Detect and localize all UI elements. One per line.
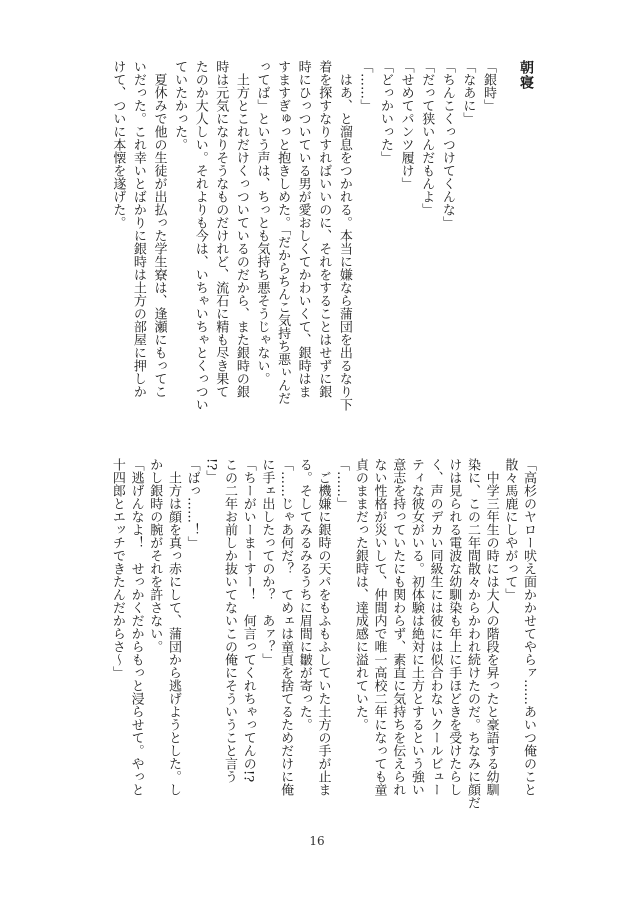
text-column: 時は元気になりそうなものだけれど、流石に精も尽き果て (213, 60, 229, 398)
text-column: 「……じゃあ何だ？ てめェは童貞を捨てるためだけに俺 (278, 458, 294, 796)
text-column: 中学三年生の時には大人の階段を昇ったと豪語する幼馴 (483, 458, 499, 796)
text-column: いだった。これ幸いとばかりに銀時は土方の部屋に押しか (130, 60, 146, 398)
text-column: 「だって狭いんだもんよ」 (419, 60, 435, 216)
text-column: 土方は顔を真っ赤にして、蒲団から逃げようとした。し (165, 458, 181, 796)
text-column: !?」 (203, 458, 219, 484)
text-column: 意志を持っていたにも関わらず、素直に気持ちを伝えられ (390, 458, 406, 796)
text-column: たのか大人しい。それよりも今は、いちゃいちゃとくっつい (192, 60, 208, 411)
text-column: 「せめてパンツ履け」 (398, 60, 414, 190)
text-column: すますぎゅっと抱きしめた。「だからちんこ気持ち悪ぃんだ (275, 60, 291, 405)
text-column: この二年お前しか抜いてないこの俺にそういうこと言う (222, 458, 237, 783)
text-column: る。そしてみるみるうちに眉間に皺が寄った。 (296, 458, 312, 731)
text-column: 「ちんこくっつけてくんな」 (439, 60, 455, 229)
text-column: 「なあに」 (460, 60, 476, 125)
text-column: 着を探すなりすればいいのに、それをすることはせずに銀 (316, 60, 332, 398)
text-column: ご機嫌に銀時の天パをもふもふしていた土方の手が止ま (315, 458, 331, 796)
text-column: 「どっかいった」 (378, 60, 394, 164)
lower-tier (107, 458, 537, 818)
text-column: 「銀時」 (481, 60, 496, 112)
text-column: ていたかった。 (172, 60, 188, 151)
text-column: けて、ついに本懐を遂げた。 (110, 60, 126, 229)
text-column: 「……」 (357, 60, 373, 112)
text-column: 染に、この二年間散々からかわれ続けたのだ。ちなみに顔だ (464, 458, 480, 809)
chapter-title: 朝寝 (518, 60, 534, 90)
text-column: 貞のままだった銀時は、達成感に溢れていた。 (352, 458, 368, 731)
text-column: はあ、と溜息をつかれる。本当に嫌なら蒲団を出るなり下 (336, 60, 352, 411)
text-column: に手ェ出したってのか？ あァ？」 (259, 458, 275, 666)
text-column: く、声のデカい同級生には彼には似合わないクールビュー (427, 458, 443, 796)
page-number: 16 (309, 834, 325, 848)
text-column: 「逃げんなよ！ せっかくだからもっと浸らせて。やっと (128, 458, 144, 796)
text-column: 十四郎とエッチできたんだからさ〜」 (109, 458, 125, 679)
text-column: ってば」という声は、ちっとも気持ち悪そうじゃない。 (254, 60, 270, 385)
text-column: 「高杉のヤロー吠え面かかせてやらァ……あいつ俺のこと (521, 458, 536, 796)
text-column: けは見られる電波な幼馴染も年上に手ほどきを受けたらし (446, 458, 462, 796)
text-column: かし銀時の腕がそれを許さない。 (147, 458, 163, 653)
text-column: 散々馬鹿にしやがって」 (502, 458, 518, 601)
text-column: 「ばっ……！」 (184, 458, 200, 549)
text-column: 「……」 (334, 458, 350, 510)
text-column: 夏休みで他の生徒が出払った学生寮は、逢瀬にもってこ (151, 60, 167, 398)
text-column: 「ちーがいーまーすー！ 何言ってくれちゃってんの!? (240, 458, 256, 783)
text-column: ティな彼女がいる。初体験は絶対に土方とするという強い (408, 458, 424, 796)
text-column: ない性格が災いして、仲間内で唯一高校二年になっても童 (371, 458, 387, 796)
upper-tier (107, 60, 537, 420)
text-column: 時にひっついている男が愛おしくてかわいくて、銀時はま (295, 60, 311, 398)
text-column: 土方とこれだけくっついているのだから、また銀時の銀 (233, 60, 249, 398)
